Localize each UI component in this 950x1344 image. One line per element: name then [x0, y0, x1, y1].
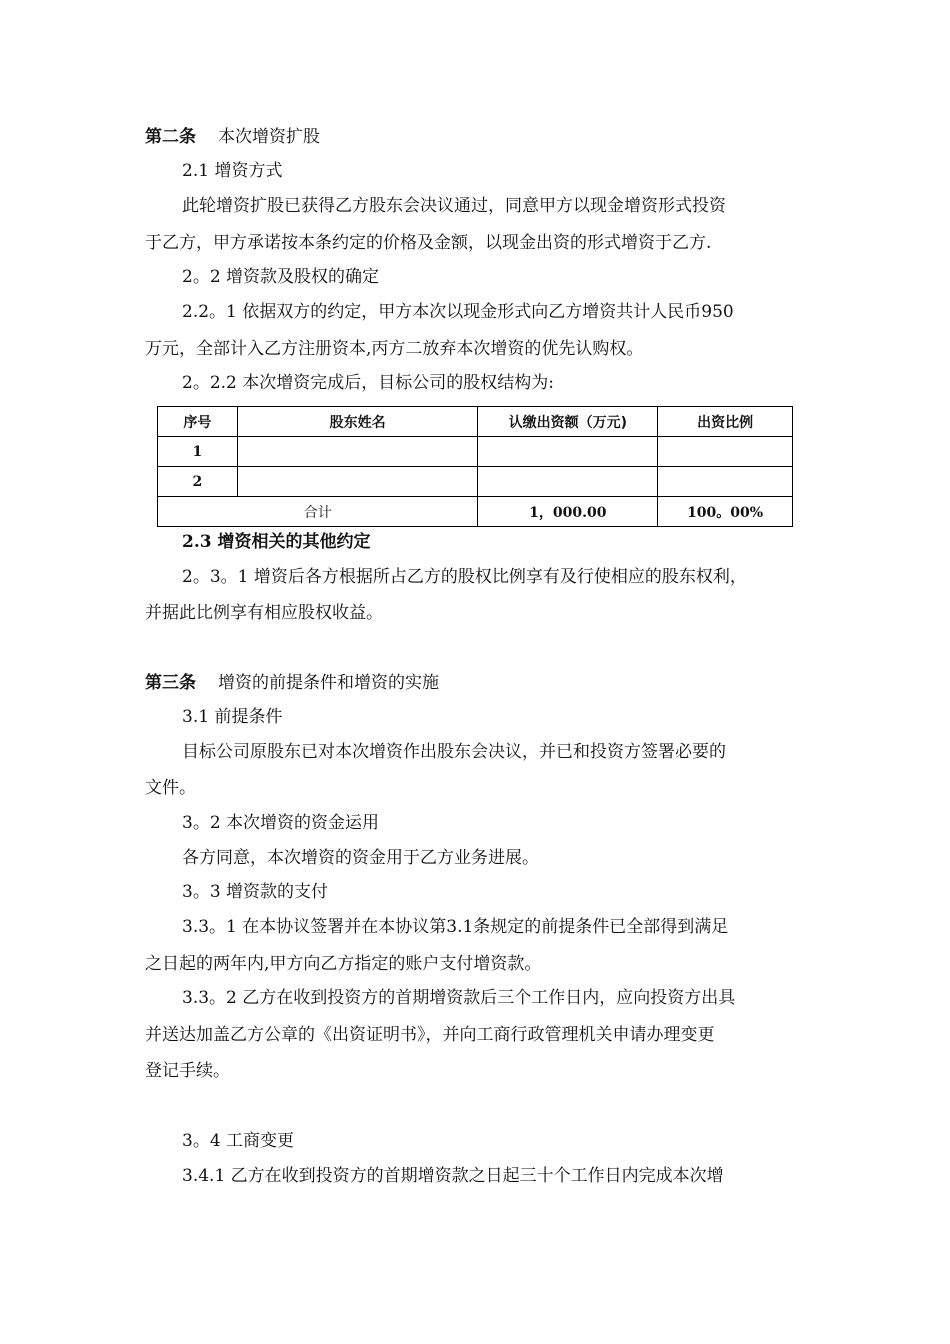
section-2-1-heading: 2.1 增资方式 [182, 161, 283, 181]
paragraph-2-2-1-line-1: 2.2。1 依据双方的约定，甲方本次以现金形式向乙方增资共计人民币950 [182, 302, 734, 322]
header-ratio: 出资比例 [658, 407, 793, 437]
paragraph-2-3-1-line-2: 并据此比例享有相应股权收益。 [145, 603, 383, 623]
header-subscribed-amount: 认缴出资额（万元) [478, 407, 658, 437]
section-2-2-heading: 2。2 增资款及股权的确定 [182, 267, 380, 287]
row-name [237, 437, 478, 467]
table-total-row [158, 497, 793, 527]
row-amount [478, 467, 658, 497]
paragraph-2-1-line-2: 于乙方，甲方承诺按本条约定的价格及金额，以现金出资的形式增资于乙方. [145, 233, 712, 253]
section-3-4-heading: 3。4 工商变更 [182, 1131, 295, 1151]
total-ratio: 100。00% [658, 497, 793, 527]
paragraph-3-3-2-line-1: 3.3。2 乙方在收到投资方的首期增资款后三个工作日内，应向投资方出具 [182, 988, 736, 1008]
paragraph-3-3-2-line-3: 登记手续。 [145, 1061, 230, 1081]
row-ratio [658, 437, 793, 467]
paragraph-3-3-2-line-2: 并送达加盖乙方公章的《出资证明书》，并向工商行政管理机关申请办理变更 [145, 1025, 715, 1045]
paragraph-2-2-1-line-2: 万元，全部计入乙方注册资本,丙方二放弃本次增资的优先认购权。 [145, 339, 644, 359]
article-3-number: 第三条 [145, 673, 196, 693]
paragraph-2-2-2: 2。2.2 本次增资完成后，目标公司的股权结构为: [182, 373, 554, 393]
paragraph-2-3-1-line-1: 2。3。1 增资后各方根据所占乙方的股权比例享有及行使相应的股东权利， [182, 567, 747, 587]
paragraph-2-1-line-1: 此轮增资扩股已获得乙方股东会决议通过，同意甲方以现金增资形式投资 [182, 196, 726, 216]
row-amount [478, 437, 658, 467]
paragraph-3-1-line-1: 目标公司原股东已对本次增资作出股东会决议，并已和投资方签署必要的 [182, 742, 726, 762]
header-shareholder-name: 股东姓名 [237, 407, 478, 437]
header-seq: 序号 [158, 407, 238, 437]
paragraph-3-2: 各方同意，本次增资的资金用于乙方业务进展。 [182, 848, 539, 868]
row-name [237, 467, 478, 497]
row-seq: 2 [158, 467, 238, 497]
paragraph-3-3-1-line-2: 之日起的两年内,甲方向乙方指定的账户支付增资款。 [145, 954, 542, 974]
section-3-1-heading: 3.1 前提条件 [182, 707, 283, 727]
article-2-title: 本次增资扩股 [218, 127, 320, 147]
article-3-title: 增资的前提条件和增资的实施 [218, 673, 439, 693]
section-3-3-heading: 3。3 增资款的支付 [182, 882, 329, 902]
table-header-row [158, 407, 793, 437]
article-2-heading [145, 126, 810, 148]
row-seq: 1 [158, 437, 238, 467]
row-ratio [658, 467, 793, 497]
paragraph-3-3-1-line-1: 3.3。1 在本协议签署并在本协议第3.1条规定的前提条件已全部得到满足 [182, 917, 729, 937]
total-label: 合计 [158, 497, 478, 527]
table-row [158, 467, 793, 497]
paragraph-3-4-1: 3.4.1 乙方在收到投资方的首期增资款之日起三十个工作日内完成本次增 [182, 1166, 724, 1186]
equity-structure-table [157, 406, 793, 527]
article-2-number: 第二条 [145, 127, 196, 147]
table-row [158, 437, 793, 467]
section-3-2-heading: 3。2 本次增资的资金运用 [182, 813, 380, 833]
article-3-heading [145, 672, 810, 694]
section-2-3-heading: 2.3 增资相关的其他约定 [182, 532, 371, 552]
paragraph-3-1-line-2: 文件。 [145, 778, 196, 798]
total-amount: 1，000.00 [478, 497, 658, 527]
